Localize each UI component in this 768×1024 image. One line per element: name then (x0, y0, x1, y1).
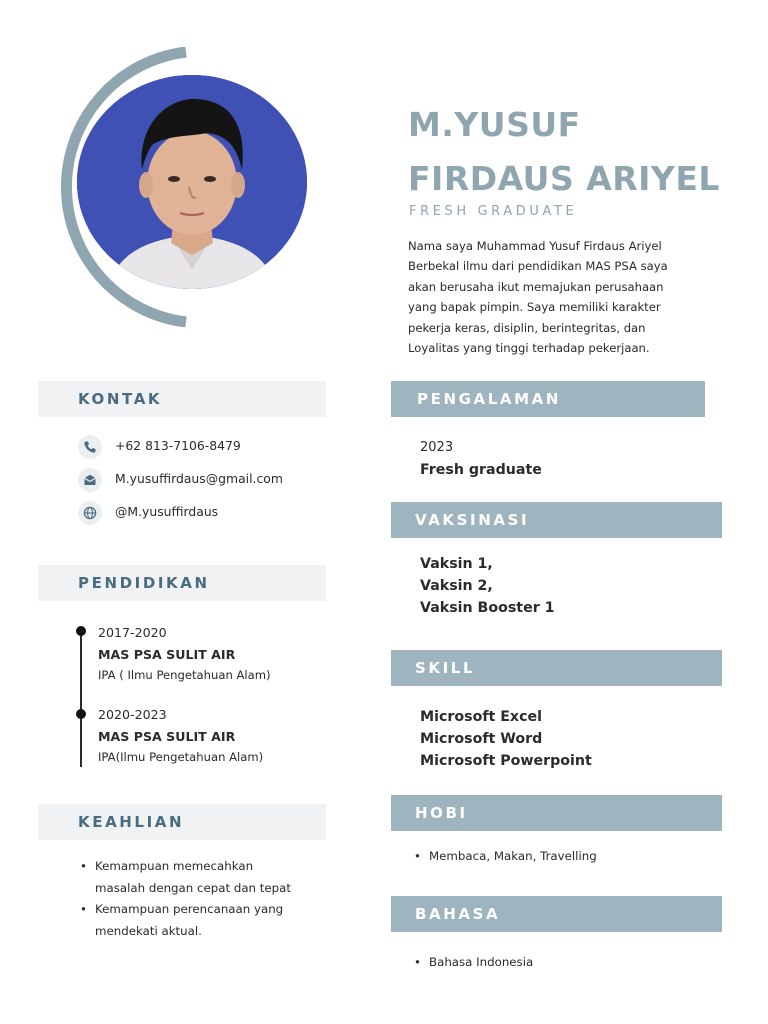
section-header-pengalaman (391, 381, 705, 417)
section-title: HOBI (415, 804, 468, 822)
section-title: BAHASA (415, 905, 501, 923)
phone-icon (78, 435, 102, 459)
section-title: PENGALAMAN (417, 390, 561, 408)
section-header-bahasa (391, 896, 722, 932)
education-years: 2017-2020 (98, 625, 167, 640)
experience-role: Fresh graduate (420, 462, 542, 478)
section-header-kontak (38, 381, 326, 417)
timeline-line (80, 630, 82, 767)
about-line: yang bapak pimpin. Saya memiliki karakter (408, 300, 661, 315)
education-major: IPA(Ilmu Pengetahuan Alam) (98, 750, 264, 764)
section-header-keahlian (38, 804, 326, 840)
section-header-pendidikan (38, 565, 326, 601)
about-paragraph (408, 236, 738, 358)
section-title: KEAHLIAN (78, 813, 185, 831)
list-item: • Bahasa Indonesia (412, 952, 533, 974)
social-handle: @M.yusuffirdaus (115, 504, 219, 519)
globe-icon (78, 501, 102, 525)
mail-icon (78, 468, 102, 492)
list-item-text: mendekati aktual. (95, 923, 202, 938)
vaccine-item: Vaksin 2, (420, 578, 493, 594)
list-item-text: masalah dengan cepat dan tepat (95, 880, 292, 895)
about-line: akan berusaha ikut memajukan perusahaan (408, 279, 664, 294)
list-item-text: • Kemampuan perencanaan yang (95, 902, 284, 916)
profile-photo (77, 75, 307, 289)
section-title: VAKSINASI (415, 511, 530, 529)
skill-item: Microsoft Excel (420, 709, 542, 725)
candidate-name (408, 98, 758, 206)
list-item-text: • Kemampuan memecahkan (95, 859, 254, 873)
about-line: Berbekal ilmu dari pendidikan MAS PSA saya (408, 259, 668, 274)
education-major: IPA ( Ilmu Pengetahuan Alam) (98, 668, 271, 682)
name-line-1: M.YUSUF (408, 105, 581, 144)
name-line-2: FIRDAUS ARIYEL (408, 159, 720, 198)
list-item (78, 856, 291, 899)
about-line: Nama saya Muhammad Yusuf Firdaus Ariyel (408, 239, 662, 253)
education-school: MAS PSA SULIT AIR (98, 647, 236, 662)
keahlian-list (78, 856, 291, 942)
section-header-vaksinasi (391, 502, 722, 538)
section-title: PENDIDIKAN (78, 574, 210, 592)
email-address: M.yusuffirdaus@gmail.com (115, 471, 283, 486)
vaccine-item: Vaksin Booster 1 (420, 600, 555, 616)
list-item: • Membaca, Makan, Travelling (412, 846, 597, 868)
timeline-dot (76, 626, 86, 636)
education-school: MAS PSA SULIT AIR (98, 729, 236, 744)
timeline-dot (76, 709, 86, 719)
skill-item: Microsoft Word (420, 731, 543, 747)
section-header-hobi (391, 795, 722, 831)
hobi-list (412, 846, 597, 868)
about-line: Loyalitas yang tinggi terhadap pekerjaan. (408, 341, 650, 356)
phone-number: +62 813-7106-8479 (115, 438, 241, 453)
section-header-skill (391, 650, 722, 686)
job-title: FRESH GRADUATE (409, 204, 578, 219)
section-title: SKILL (415, 659, 476, 677)
education-years: 2020-2023 (98, 707, 167, 722)
section-title: KONTAK (78, 390, 163, 408)
vaccine-item: Vaksin 1, (420, 556, 493, 572)
skill-item: Microsoft Powerpoint (420, 753, 592, 769)
bahasa-list (412, 952, 533, 974)
about-line: pekerja keras, disiplin, berintegritas, dan (408, 320, 646, 335)
list-item (78, 899, 291, 942)
experience-year: 2023 (420, 440, 454, 455)
